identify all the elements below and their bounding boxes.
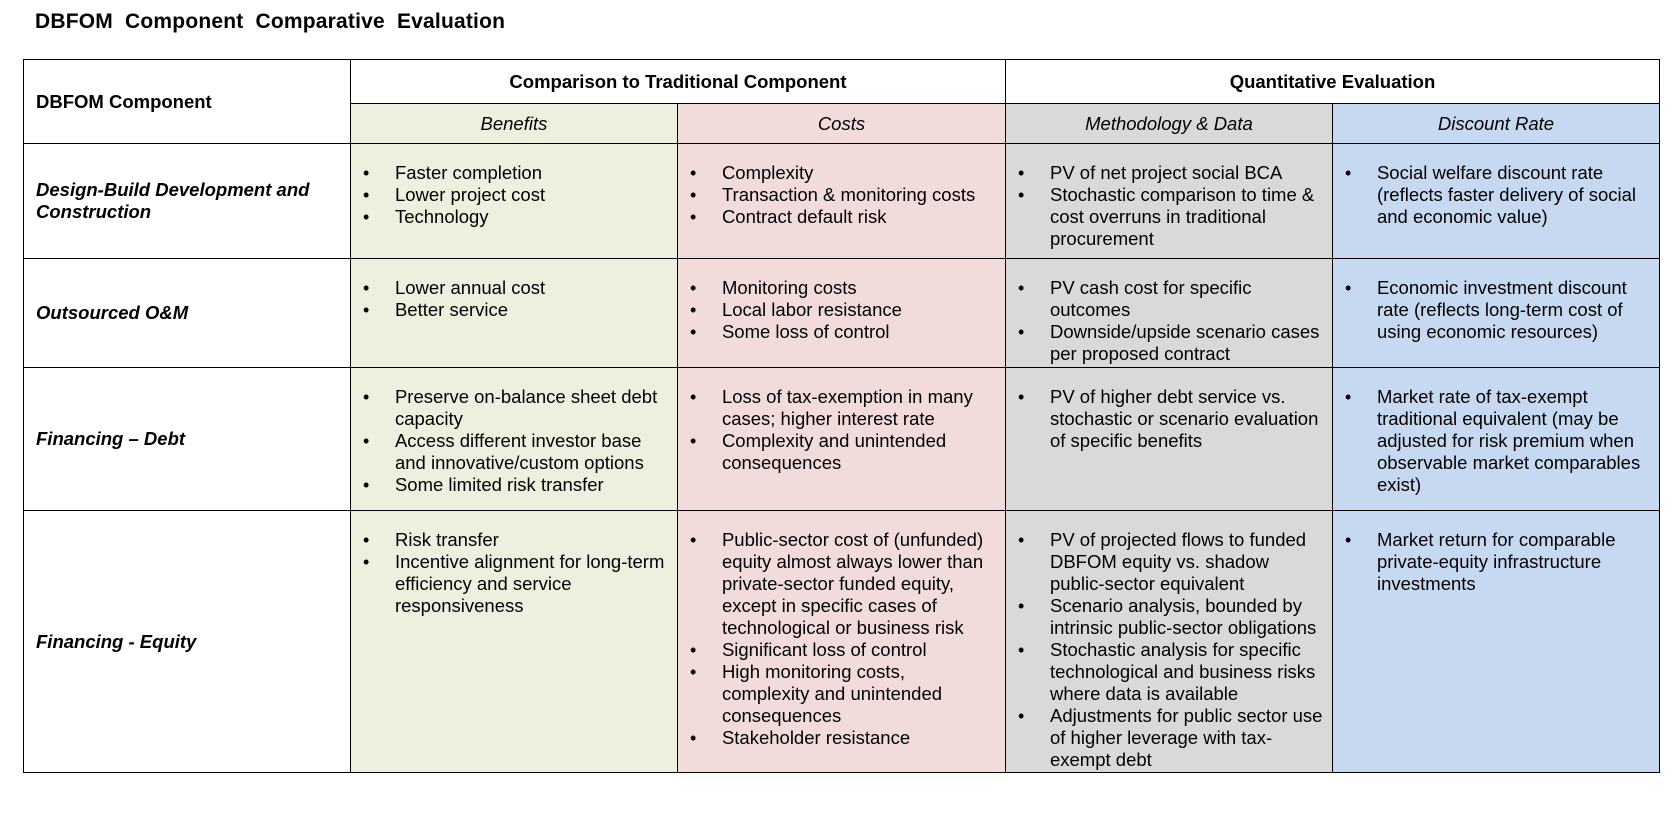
table-row (24, 144, 1660, 259)
list-item: • Market return for comparable private-equity infrastructure investments (1341, 529, 1651, 595)
list-item: • Stochastic comparison to time & cost overruns in traditional procurement (1014, 184, 1324, 250)
evaluation-table (23, 59, 1660, 773)
list-item: • Risk transfer (359, 529, 669, 551)
list-item: • Contract default risk (686, 206, 997, 228)
list-item: • Faster completion (359, 162, 669, 184)
header-row-groups (24, 60, 1660, 104)
row-label: Design-Build Development and Construction (24, 144, 351, 259)
list-item: • Technology (359, 206, 669, 228)
methodology-cell (1005, 511, 1332, 773)
list-item: • Market rate of tax-exempt traditional equivalent (may be adjusted for risk premium when observable market comparables exist) (1341, 386, 1651, 496)
discount-cell (1332, 259, 1659, 368)
list-item: • Local labor resistance (686, 299, 997, 321)
costs-column-header: Costs (677, 104, 1005, 144)
list-item: • Social welfare discount rate (reflects faster delivery of social and economic value) (1341, 162, 1651, 228)
methodology-cell (1005, 368, 1332, 511)
list-item: • PV of projected flows to funded DBFOM equity vs. shadow public-sector equivalent (1014, 529, 1324, 595)
discount-cell (1332, 368, 1659, 511)
component-column-header: DBFOM Component (24, 60, 351, 144)
list-item: • Access different investor base and innovative/custom options (359, 430, 669, 474)
list-item: • Some loss of control (686, 321, 997, 343)
list-item: • Complexity (686, 162, 997, 184)
list-item: • Loss of tax-exemption in many cases; higher interest rate (686, 386, 997, 430)
costs-cell (677, 259, 1005, 368)
list-item: • High monitoring costs, complexity and unintended consequences (686, 661, 997, 727)
discount-cell (1332, 144, 1659, 259)
list-item: • Significant loss of control (686, 639, 997, 661)
table-row (24, 511, 1660, 773)
row-label: Financing - Equity (24, 511, 351, 773)
list-item: • Complexity and unintended consequences (686, 430, 997, 474)
costs-cell (677, 144, 1005, 259)
list-item: • PV cash cost for specific outcomes (1014, 277, 1324, 321)
benefits-column-header: Benefits (350, 104, 677, 144)
list-item: • Stakeholder resistance (686, 727, 997, 749)
list-item: • PV of net project social BCA (1014, 162, 1324, 184)
list-item: • Better service (359, 299, 669, 321)
costs-cell (677, 511, 1005, 773)
list-item: • Downside/upside scenario cases per proposed contract (1014, 321, 1324, 365)
list-item: • Adjustments for public sector use of higher leverage with tax-exempt debt (1014, 705, 1324, 771)
list-item: • Incentive alignment for long-term efficiency and service responsiveness (359, 551, 669, 617)
discount-cell (1332, 511, 1659, 773)
methodology-cell (1005, 144, 1332, 259)
quantitative-group-header: Quantitative Evaluation (1005, 60, 1659, 104)
list-item: • Economic investment discount rate (reflects long-term cost of using economic resources) (1341, 277, 1651, 343)
discount-column-header: Discount Rate (1332, 104, 1659, 144)
list-item: • Scenario analysis, bounded by intrinsic public-sector obligations (1014, 595, 1324, 639)
page-title: DBFOM Component Comparative Evaluation (35, 10, 506, 33)
list-item: • Some limited risk transfer (359, 474, 669, 496)
benefits-cell (350, 368, 677, 511)
list-item: • Stochastic analysis for specific technological and business risks where data is available (1014, 639, 1324, 705)
comparison-group-header: Comparison to Traditional Component (350, 60, 1005, 104)
benefits-cell (350, 144, 677, 259)
benefits-cell (350, 511, 677, 773)
list-item: • Transaction & monitoring costs (686, 184, 997, 206)
list-item: • Public-sector cost of (unfunded) equity almost always lower than private-sector funded equity, except in specific cases of technological or business risk (686, 529, 997, 639)
list-item: • Lower project cost (359, 184, 669, 206)
row-label: Outsourced O&M (24, 259, 351, 368)
benefits-cell (350, 259, 677, 368)
row-label: Financing – Debt (24, 368, 351, 511)
list-item: • Lower annual cost (359, 277, 669, 299)
list-item: • Preserve on-balance sheet debt capacity (359, 386, 669, 430)
list-item: • Monitoring costs (686, 277, 997, 299)
list-item: • PV of higher debt service vs. stochastic or scenario evaluation of specific benefits (1014, 386, 1324, 452)
table-row (24, 259, 1660, 368)
methodology-cell (1005, 259, 1332, 368)
costs-cell (677, 368, 1005, 511)
methodology-column-header: Methodology & Data (1005, 104, 1332, 144)
table-row (24, 368, 1660, 511)
